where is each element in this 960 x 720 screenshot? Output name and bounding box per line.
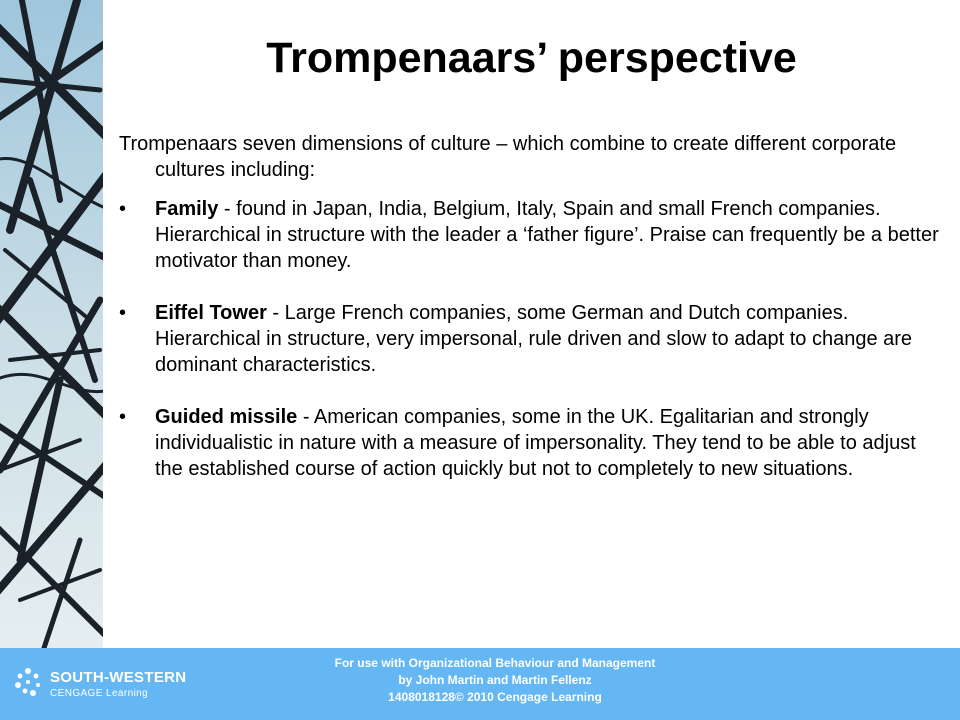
intro-paragraph: Trompenaars seven dimensions of culture – which combine to create different corporate cultures including:	[119, 133, 897, 181]
footer-credit	[230, 655, 760, 706]
bullet-guided-missile	[119, 404, 949, 482]
decorative-lattice-image	[0, 0, 103, 648]
logo-line-2: CENGAGE Learning	[50, 688, 149, 699]
publisher-logo	[14, 663, 187, 703]
credit-line-1: For use with Organizational Behaviour and Management	[334, 656, 656, 670]
bullet-term: Eiffel Tower	[155, 302, 267, 324]
credit-line-3: 1408018128© 2010 Cengage Learning	[388, 690, 602, 704]
bullet-family	[119, 196, 949, 274]
bullet-marker: •	[119, 302, 127, 324]
footer-bar	[0, 648, 960, 720]
bullet-text: - found in Japan, India, Belgium, Italy, Spain and small French companies. Hierarchical in structure with the leader a ‘father figure’. Praise can frequently be a better motivator than money.	[155, 198, 939, 272]
bullet-text: - American companies, some in the UK. Egalitarian and strongly individualistic in nature with a measure of impersonality. They tend to be able to adjust the established course of action quickly but not to completely to new situations.	[155, 406, 916, 480]
bullet-marker: •	[119, 198, 127, 220]
slide-title: Trompenaars’ perspective	[266, 34, 797, 82]
bullet-term: Guided missile	[155, 406, 298, 428]
credit-line-2: by John Martin and Martin Fellenz	[398, 673, 592, 687]
logo-mark-icon	[14, 667, 42, 697]
slide-body	[119, 131, 949, 508]
bullet-term: Family	[155, 198, 219, 220]
logo-line-1: SOUTH-WESTERN	[50, 669, 187, 686]
bullet-marker: •	[119, 406, 127, 428]
bullet-eiffel-tower	[119, 300, 949, 378]
bullet-text: - Large French companies, some German and Dutch companies. Hierarchical in structure, very impersonal, rule driven and slow to adapt to change are dominant characteristics.	[155, 302, 913, 376]
